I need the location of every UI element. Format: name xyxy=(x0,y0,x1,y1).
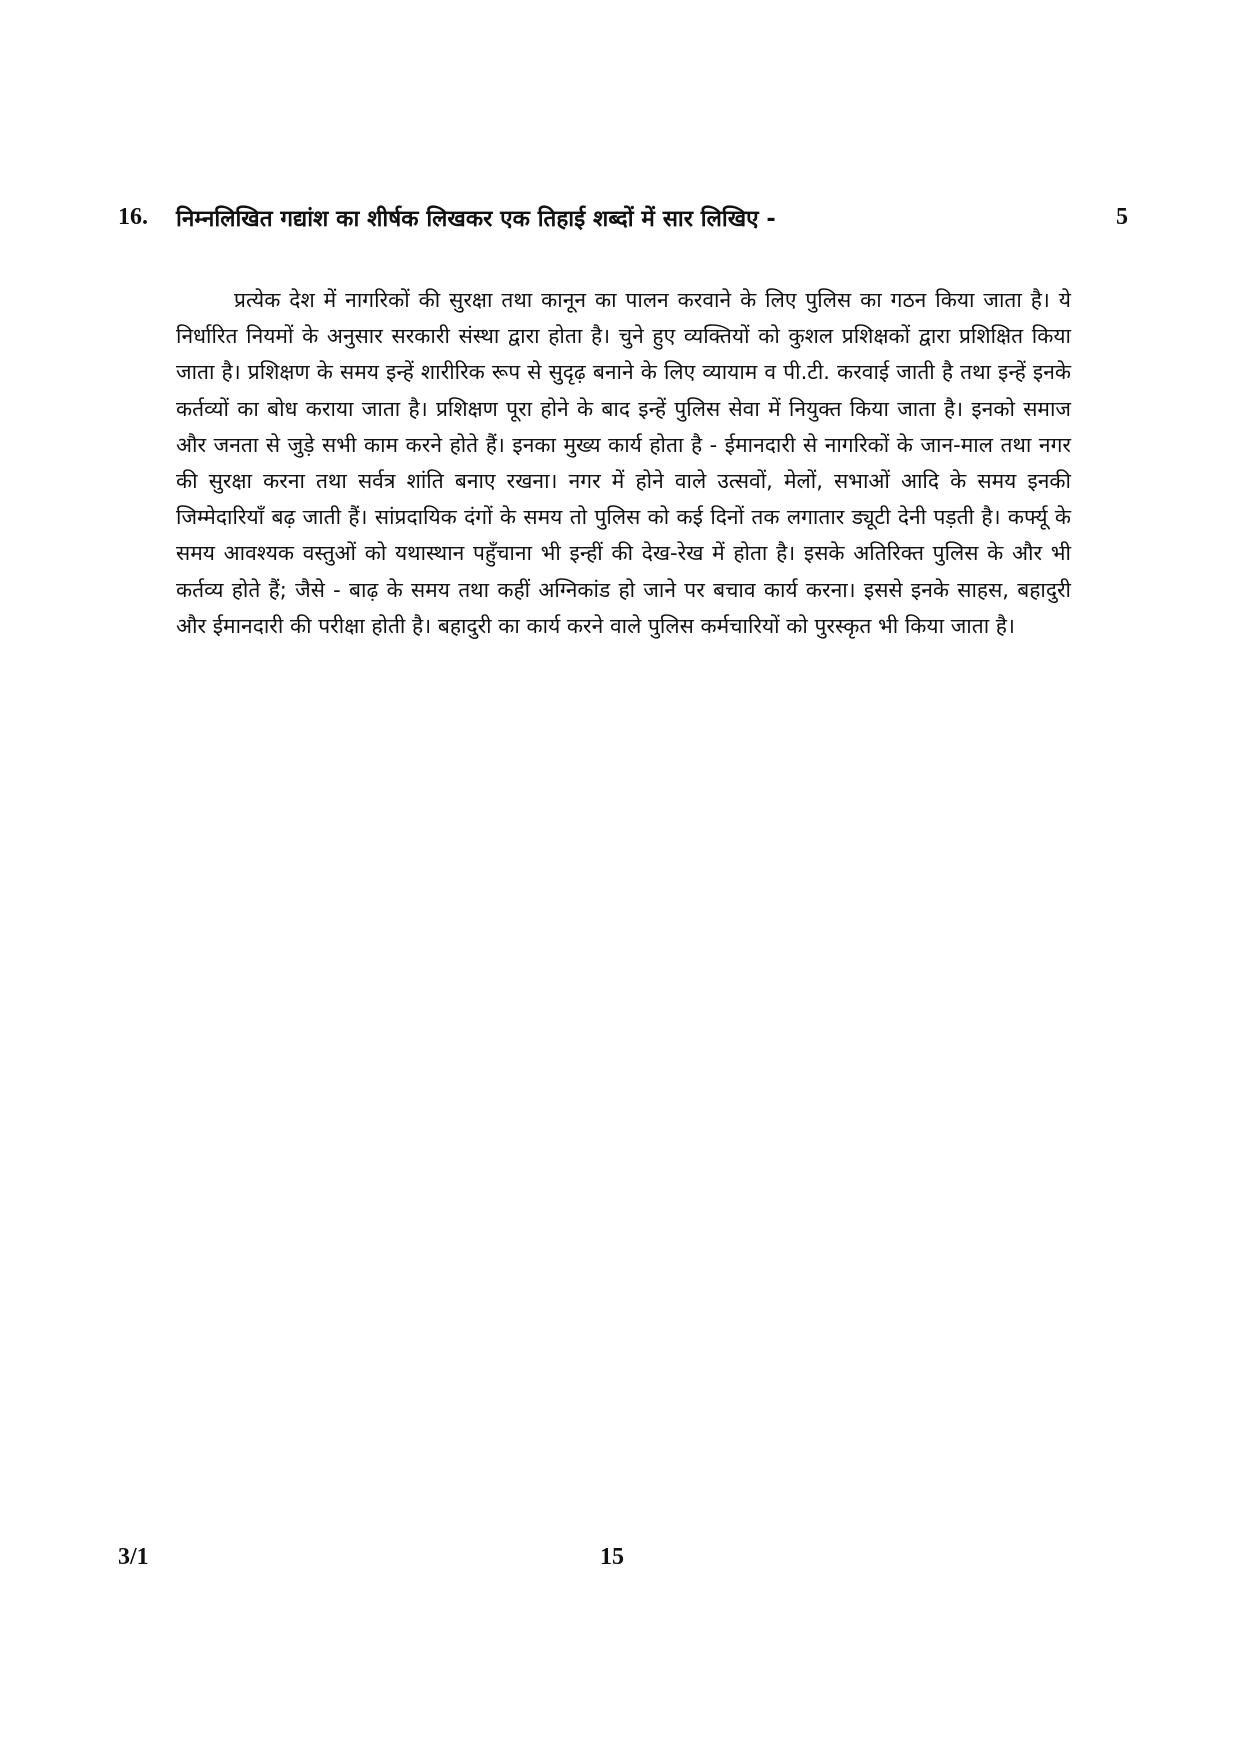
question-instruction: निम्नलिखित गद्यांश का शीर्षक लिखकर एक तिहाई शब्दों में सार लिखिए - xyxy=(176,206,776,232)
question-marks: 5 xyxy=(1116,204,1128,230)
page-number: 15 xyxy=(600,1544,624,1570)
question-header xyxy=(118,204,1128,244)
passage-paragraph: प्रत्येक देश में नागरिकों की सुरक्षा तथा कानून का पालन करवाने के लिए पुलिस का गठन किया जाता है। ये निर्धारित नियमों के अनुसार सरकारी संस्था द्वारा होता है। चुने हुए व्यक्तियों को कुशल प्रशिक्षकों द्वारा प्रशिक्षित किया जाता है। प्रशिक्षण के समय इन्हें शारीरिक रूप से सुदृढ़ बनाने के लिए व्यायाम व पी.टी. करवाई जाती है तथा इन्हें इनके कर्तव्यों का बोध कराया जाता है। प्रशिक्षण पूरा होने के बाद इन्हें पुलिस सेवा में नियुक्त किया जाता है। इनको समाज और जनता से जुड़े सभी काम करने होते हैं। इनका मुख्य कार्य होता है - ईमानदारी से नागरिकों के जान-माल तथा नगर की सुरक्षा करना तथा सर्वत्र शांति बनाए रखना। नगर में होने वाले उत्सवों, मेलों, सभाओं आदि के समय इनकी जिम्मेदारियाँ बढ़ जाती हैं। सांप्रदायिक दंगों के समय तो पुलिस को कई दिनों तक लगातार ड्यूटी देनी पड़ती है। कर्फ्यू के समय आवश्यक वस्तुओं को यथास्थान पहुँचाना भी इन्हीं की देख-रेख में होता है। इसके अतिरिक्त पुलिस के और भी कर्तव्य होते हैं; जैसे - बाढ़ के समय तथा कहीं अग्निकांड हो जाने पर बचाव कार्य करना। इससे इनके साहस, बहादुरी और ईमानदारी की परीक्षा होती है। बहादुरी का कार्य करने वाले पुलिस कर्मचारियों को पुरस्कृत भी किया जाता है। xyxy=(176,288,1071,638)
paper-code: 3/1 xyxy=(118,1544,149,1570)
question-number: 16. xyxy=(118,204,148,230)
